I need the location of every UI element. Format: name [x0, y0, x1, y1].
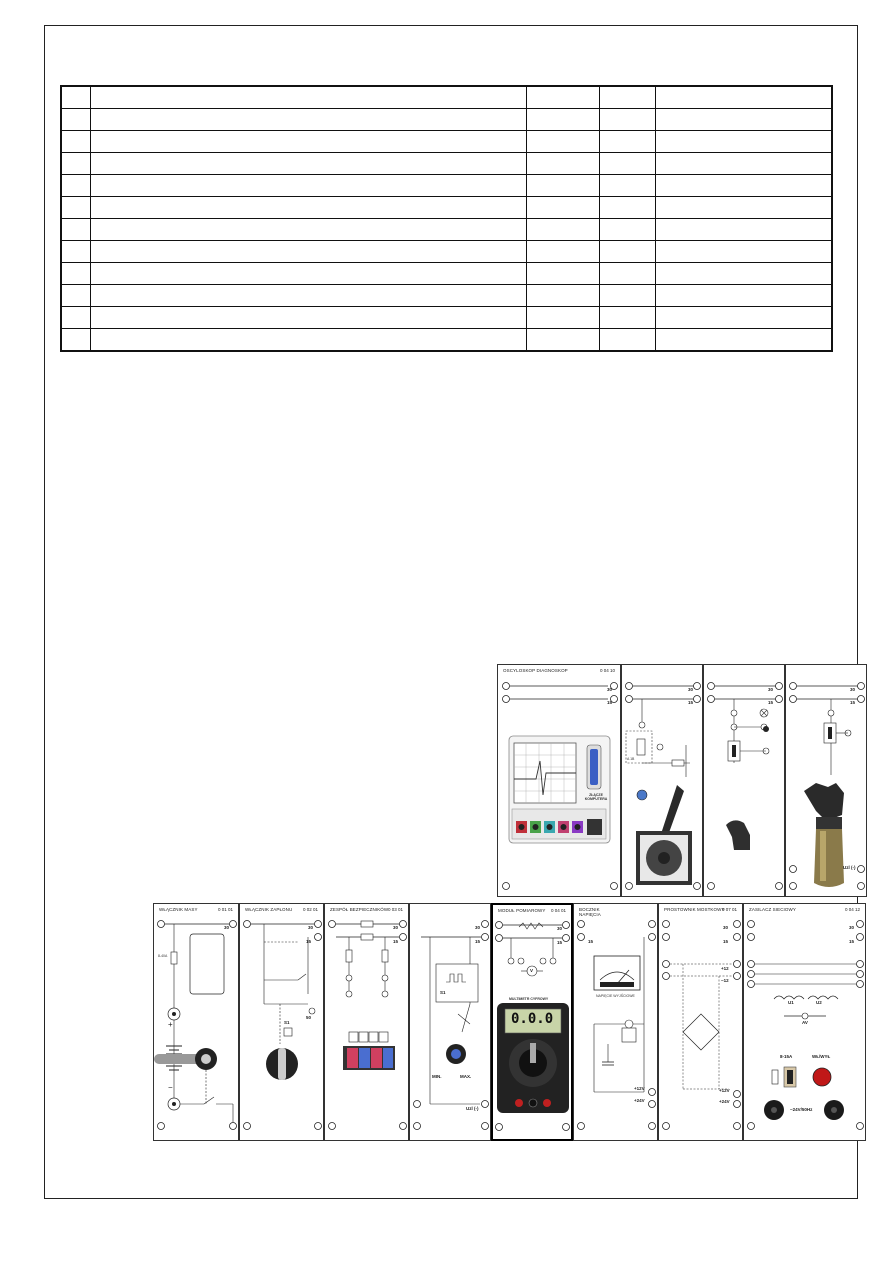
table-cell [91, 241, 527, 263]
module-code: 0 04 10 [599, 668, 615, 673]
table-cell [655, 109, 832, 131]
table-cell [61, 285, 91, 307]
uzl-label: Uzl (-) [466, 1106, 479, 1111]
terminal-15-label: 15 [688, 700, 694, 705]
terminal-15-label: 15 [850, 700, 856, 705]
table-cell [527, 86, 600, 109]
terminal-30-label: 30 [607, 687, 613, 692]
table-cell [527, 219, 600, 241]
table-cell [91, 285, 527, 307]
terminal-50-label: 50 [306, 1015, 312, 1020]
table-cell [600, 131, 656, 153]
terminal-30-label: 30 [475, 925, 481, 930]
table-cell [91, 109, 527, 131]
table-row [61, 329, 832, 352]
u2-label: U2 [816, 1000, 822, 1005]
table-cell [61, 175, 91, 197]
terminal-15-label: 15 [475, 939, 481, 944]
terminal-30-label: 30 [688, 687, 694, 692]
table-cell [600, 263, 656, 285]
plus-12v-label: +12V [719, 1088, 730, 1093]
table-cell [600, 109, 656, 131]
table-row [61, 263, 832, 285]
oscilloscope-drawing [498, 665, 621, 897]
table-cell [655, 175, 832, 197]
module-sensor [703, 664, 785, 897]
table-cell [600, 197, 656, 219]
plus-12v-label: +12V [634, 1086, 645, 1091]
min-label: MIN. [432, 1074, 442, 1079]
table-row [61, 285, 832, 307]
ignition-switch-drawing [240, 904, 324, 1141]
table-cell [527, 131, 600, 153]
table-cell [61, 263, 91, 285]
voltmeter-label: V [530, 968, 534, 973]
module-title: PROSTOWNIK MOSTKOWY [664, 907, 725, 912]
terminal-30-label: 30 [308, 925, 314, 930]
table-cell [91, 219, 527, 241]
plus-24v-label: +24V [634, 1098, 645, 1103]
table-cell [600, 219, 656, 241]
table-cell [61, 241, 91, 263]
module-ignition-coil [785, 664, 867, 897]
terminal-15-label: 15 [768, 700, 774, 705]
terminal-15-label: 15 [607, 700, 613, 705]
table-cell [91, 329, 527, 352]
module-title: WŁĄCZNIK MASY [159, 907, 198, 912]
table-cell [655, 131, 832, 153]
module-code: 0 01 01 [217, 907, 233, 912]
terminal-15-label: 15 [849, 939, 855, 944]
table-cell [600, 307, 656, 329]
module-title: BOCZNIK NAPIĘCIA [579, 907, 601, 917]
table-row [61, 175, 832, 197]
table-cell [527, 285, 600, 307]
ac-12-label: ~12 [721, 978, 729, 983]
table-cell [655, 197, 832, 219]
table-cell [655, 263, 832, 285]
module-fuse-box [324, 903, 409, 1141]
table-cell [527, 241, 600, 263]
table-cell [527, 307, 600, 329]
table-cell [655, 241, 832, 263]
connector-label: ZŁĄCZE KOMPUTERA [584, 793, 608, 801]
plus-12-label: +12 [721, 966, 729, 971]
table-cell [91, 197, 527, 219]
table-row [61, 241, 832, 263]
plus-24v-label: +24V [719, 1099, 730, 1104]
terminal-15-label: 15 [557, 940, 563, 945]
table-cell [527, 329, 600, 352]
table-cell [527, 109, 600, 131]
terminal-15-label: 15 [393, 939, 399, 944]
table-row [61, 109, 832, 131]
table-cell [61, 329, 91, 352]
table-row [61, 307, 832, 329]
fan-value-label: A 1B [627, 757, 635, 761]
module-title: WŁĄCZNIK ZAPŁONU [245, 907, 293, 912]
module-code: 0 04 01 [550, 908, 566, 913]
table-cell [527, 197, 600, 219]
table-cell [61, 109, 91, 131]
specification-table [60, 85, 833, 352]
table-cell [527, 263, 600, 285]
switch-s1-label: S1 [440, 990, 446, 995]
fuse-rating-label: 8-15A [780, 1054, 793, 1059]
table-row [61, 86, 832, 109]
terminal-15-label: 15 [723, 939, 729, 944]
u1-label: U1 [788, 1000, 794, 1005]
power-switch-label: WŁ/WYŁ [812, 1054, 831, 1059]
table-cell [91, 86, 527, 109]
terminal-30-label: 30 [850, 687, 856, 692]
module-title: ZESPÓŁ BEZPIECZNIKÓW [330, 907, 389, 912]
table-cell [655, 153, 832, 175]
table-row [61, 131, 832, 153]
module-ignition-switch [239, 903, 324, 1141]
voltage-divider-drawing [574, 904, 658, 1141]
module-pulse-generator [409, 903, 491, 1141]
table-cell [91, 263, 527, 285]
module-power-supply [743, 903, 866, 1141]
module-meter [491, 903, 573, 1141]
table-cell [527, 153, 600, 175]
table-cell [655, 219, 832, 241]
module-rectifier [658, 903, 743, 1141]
module-title: ZASILACZ SIECIOWY [749, 907, 796, 912]
module-code: 0 04 12 [844, 907, 860, 912]
table-cell [91, 175, 527, 197]
table-cell [600, 285, 656, 307]
mains-voltage-label: ~24V/50Hz [790, 1107, 813, 1112]
table-row [61, 197, 832, 219]
module-oscilloscope [497, 664, 621, 897]
module-title: MODUŁ POMIAROWY [498, 908, 546, 913]
table-cell [600, 86, 656, 109]
switch-s1-label: S1 [284, 1020, 290, 1025]
table-cell [91, 153, 527, 175]
svg-text:−: − [168, 1083, 173, 1092]
table-cell [600, 175, 656, 197]
table-cell [600, 329, 656, 352]
terminal-30-label: 30 [224, 925, 230, 930]
table-cell [61, 219, 91, 241]
av-label: AV [802, 1020, 808, 1025]
terminal-30-label: 30 [849, 925, 855, 930]
terminal-30-label: 30 [393, 925, 399, 930]
rectifier-drawing [659, 904, 743, 1141]
table-cell [655, 307, 832, 329]
table-cell [655, 86, 832, 109]
module-code: 0 07 01 [721, 907, 737, 912]
terminal-30-label: 30 [557, 926, 563, 931]
module-voltage-divider [573, 903, 658, 1141]
uzl-label: Uzl (-) [843, 865, 856, 870]
table-cell [91, 307, 527, 329]
table-cell [91, 131, 527, 153]
table-cell [61, 86, 91, 109]
battery-switch-drawing [154, 904, 239, 1141]
module-battery-switch [153, 903, 239, 1141]
table-cell [600, 241, 656, 263]
lcd-readout: 0.0.0 [511, 1011, 554, 1027]
fuse-rating-label: 8-40A [158, 954, 168, 958]
multimeter-brand-label: MULTIMETR CYFROWY [509, 997, 549, 1001]
terminal-15-label: 15 [588, 939, 594, 944]
output-voltage-label: NAPIĘCIE WYJŚCIOWE [596, 994, 635, 998]
terminal-15-label: 15 [306, 939, 312, 944]
terminal-30-label: 30 [768, 687, 774, 692]
terminal-30-label: 30 [723, 925, 729, 930]
table-cell [61, 197, 91, 219]
table-cell [527, 175, 600, 197]
module-fan [621, 664, 703, 897]
module-code: 0 03 01 [387, 907, 403, 912]
module-title: OSCYLOSKOP DIAGNOSKOP [503, 668, 568, 673]
svg-text:+: + [168, 1020, 173, 1029]
table-cell [61, 131, 91, 153]
module-code: 0 02 01 [302, 907, 318, 912]
max-label: MAX. [460, 1074, 472, 1079]
table-cell [61, 307, 91, 329]
table-row [61, 219, 832, 241]
table-cell [61, 153, 91, 175]
table-row [61, 153, 832, 175]
table-cell [600, 153, 656, 175]
table-cell [655, 329, 832, 352]
table-cell [655, 285, 832, 307]
